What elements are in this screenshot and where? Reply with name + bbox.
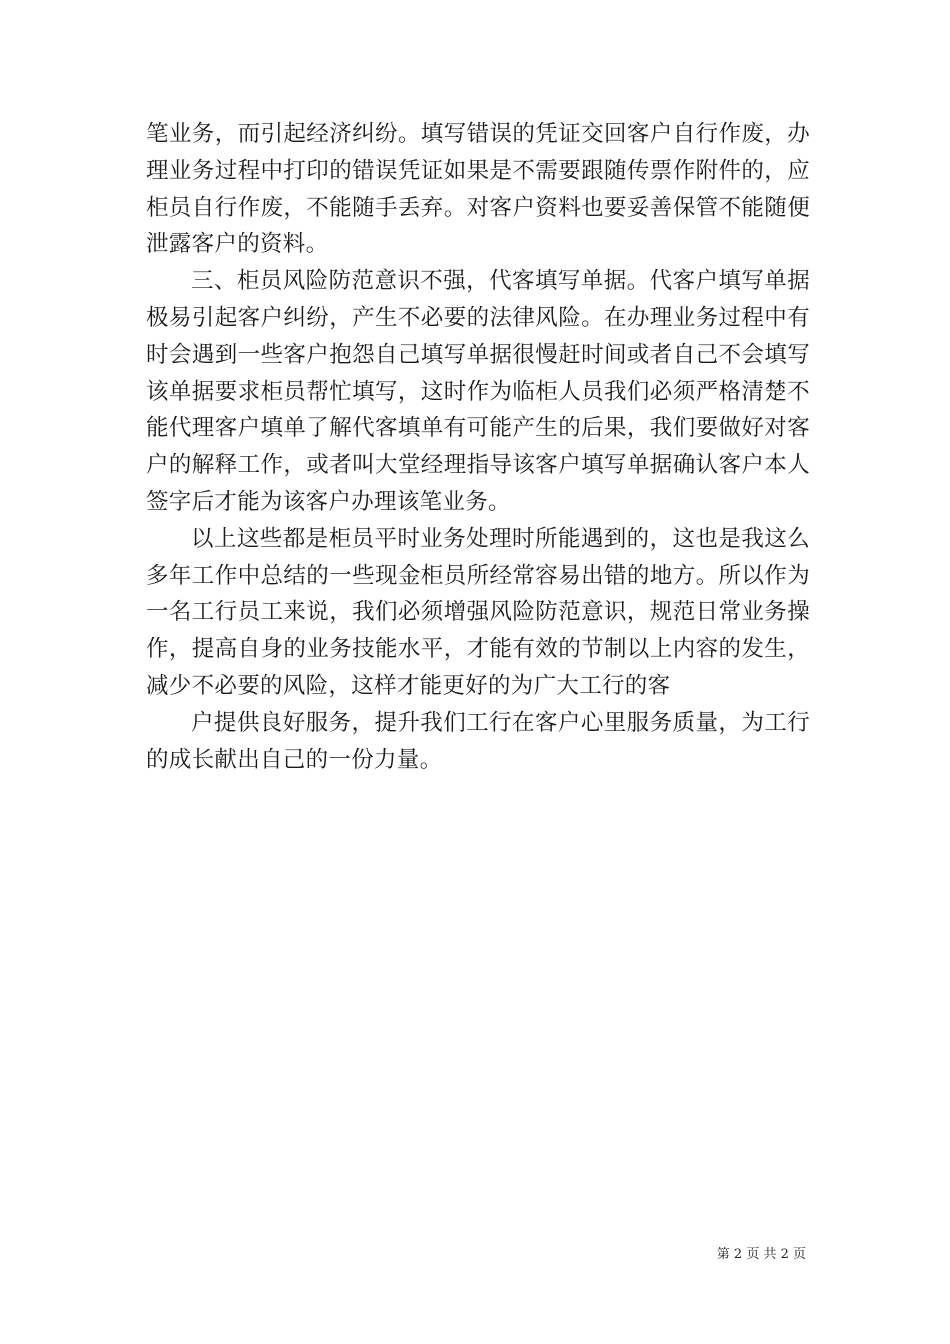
page-number-footer: 第 2 页 共 2 页 [716, 1247, 806, 1262]
paragraph-continuation: 笔业务，而引起经济纠纷。填写错误的凭证交回客户自行作废，办理业务过程中打印的错误凭证如果是不需要跟随传票作附件的，应柜员自行作废，不能随手丢弃。对客户资料也要妥善保管不能随便泄露客户的资料。 [146, 121, 810, 258]
paragraph-summary: 以上这些都是柜员平时业务处理时所能遇到的，这也是我这么多年工作中总结的一些现金柜员所经常容易出错的地方。所以作为一名工行员工来说，我们必须增强风险防范意识，规范日常业务操作，提高自身的业务技能水平，才能有效的节制以上内容的发生，减少不必要的风险，这样才能更好的为广大工行的客 [146, 525, 810, 699]
paragraph-point-three: 三、柜员风险防范意识不强，代客填写单据。代客户填写单据极易引起客户纠纷，产生不必要的法律风险。在办理业务过程中有时会遇到一些客户抱怨自己填写单据很慢赶时间或者自己不会填写该单据要求柜员帮忙填写，这时作为临柜人员我们必须严格清楚不能代理客户填单了解代客填单有可能产生的后果，我们要做好对客户的解释工作，或者叫大堂经理指导该客户填写单据确认客户本人签字后才能为该客户办理该笔业务。 [146, 268, 810, 515]
paragraph-closing: 户提供良好服务，提升我们工行在客户心里服务质量，为工行的成长献出自己的一份力量。 [146, 709, 810, 773]
document-body [146, 116, 810, 778]
